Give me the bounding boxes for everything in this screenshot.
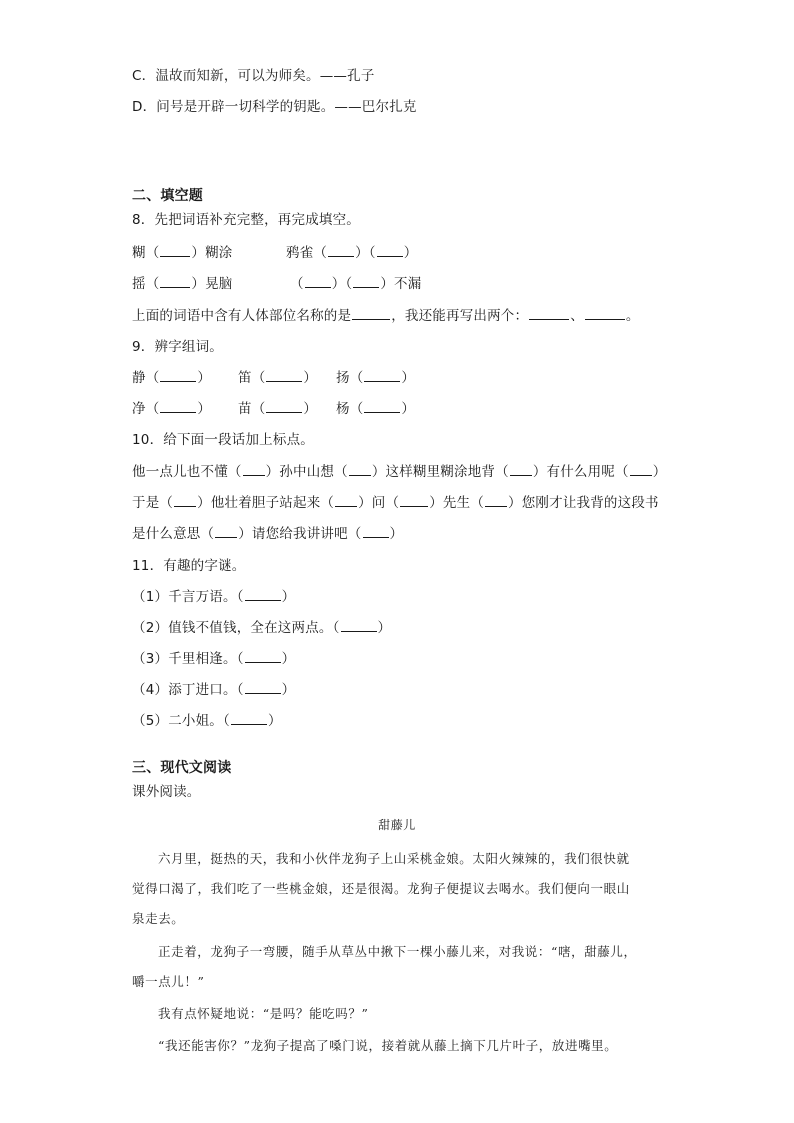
q8-word4-mid: ）（	[331, 276, 353, 292]
q9-char: 杨（	[336, 401, 364, 417]
q10-line-3	[132, 524, 403, 544]
q9-close: ）	[303, 370, 318, 386]
blank[interactable]	[363, 524, 389, 538]
blank[interactable]	[352, 306, 390, 320]
q9-close: ）	[303, 401, 318, 417]
q10-text: ）孙中山想（	[265, 464, 348, 480]
blank[interactable]	[160, 274, 190, 288]
passage-line: 泉走去。	[132, 911, 185, 926]
q10-text: ）请您给我讲讲吧（	[238, 526, 362, 542]
blank[interactable]	[328, 243, 354, 257]
blank[interactable]	[160, 243, 190, 257]
q10-line-2	[132, 493, 659, 513]
blank[interactable]	[585, 306, 625, 320]
passage-line: 六月里，挺热的天，我和小伙伴龙狗子上山采桃金娘。太阳火辣辣的，我们很快就	[158, 851, 630, 866]
q11-item-1	[132, 587, 295, 607]
blank[interactable]	[400, 493, 428, 507]
q8-followup-text-1: 上面的词语中含有人体部位名称的是	[132, 308, 352, 324]
q8-word4	[290, 274, 421, 294]
blank[interactable]	[364, 368, 400, 382]
q9-item	[336, 368, 415, 388]
blank[interactable]	[341, 618, 377, 632]
q8-word3	[132, 276, 233, 292]
q10-text: 他一点儿也不懂（	[132, 464, 242, 480]
q10-text: 于是（	[132, 495, 174, 511]
q11-close: ）	[281, 682, 296, 698]
q10-prompt: 10．给下面一段话加上标点。	[132, 432, 314, 448]
q8-followup-text-3: 、	[570, 308, 584, 324]
q8-followup	[132, 306, 640, 326]
q9-close: ）	[401, 370, 416, 386]
blank[interactable]	[231, 711, 267, 725]
blank[interactable]	[266, 399, 302, 413]
q11-item-4	[132, 680, 295, 700]
q10-text: ）	[652, 464, 667, 480]
blank[interactable]	[245, 587, 281, 601]
blank[interactable]	[349, 462, 371, 476]
passage-line: 正走着，龙狗子一弯腰，随手从草丛中揪下一棵小藤儿来，对我说：“嗐，甜藤儿，	[158, 944, 637, 959]
passage-line: 觉得口渴了，我们吃了一些桃金娘，还是很渴。龙狗子便提议去喝水。我们便向一眼山	[132, 881, 630, 896]
q8-word3-end: ）晃脑	[191, 276, 233, 292]
q11-item-2	[132, 618, 391, 638]
q10-text: ）	[389, 526, 404, 542]
q8-row1	[132, 243, 418, 263]
blank[interactable]	[160, 368, 196, 382]
q9-close: ）	[197, 370, 212, 386]
blank[interactable]	[245, 680, 281, 694]
q9-prompt: 9．辨字组词。	[132, 339, 223, 355]
passage-title: 甜藤儿	[378, 818, 416, 832]
q11-text: （3）千里相逢。（	[132, 651, 244, 667]
blank[interactable]	[174, 493, 196, 507]
q8-word4-end: ）不漏	[380, 276, 422, 292]
q9-char: 扬（	[336, 370, 364, 386]
blank[interactable]	[266, 368, 302, 382]
blank[interactable]	[305, 274, 331, 288]
q9-char: 净（	[132, 401, 160, 417]
q9-char: 苗（	[238, 401, 266, 417]
q11-close: ）	[281, 651, 296, 667]
blank[interactable]	[510, 462, 532, 476]
passage-line: 我有点怀疑地说：“是吗？能吃吗？”	[158, 1006, 369, 1021]
q9-item	[132, 370, 211, 386]
blank[interactable]	[335, 493, 357, 507]
blank[interactable]	[160, 399, 196, 413]
q11-text: （4）添丁进口。（	[132, 682, 244, 698]
q11-text: （5）二小姐。（	[132, 713, 230, 729]
q8-word2-start: 鸦雀（	[286, 245, 328, 261]
q9-item	[238, 399, 317, 419]
q10-text: ）问（	[358, 495, 400, 511]
q11-text: （2）值钱不值钱，全在这两点。（	[132, 620, 340, 636]
q9-item	[132, 401, 211, 417]
q8-word2-end: ）	[403, 245, 418, 261]
q8-word1-start: 糊（	[132, 245, 160, 261]
section-3-title: 三、现代文阅读	[132, 760, 232, 776]
blank[interactable]	[364, 399, 400, 413]
q11-close: ）	[377, 620, 392, 636]
q11-text: （1）千言万语。（	[132, 589, 244, 605]
q11-prompt: 11．有趣的字谜。	[132, 558, 246, 574]
q10-text: ）这样糊里糊涂地背（	[371, 464, 509, 480]
q9-item	[238, 368, 317, 388]
q8-word3-start: 摇（	[132, 276, 160, 292]
section-3-subtitle: 课外阅读。	[132, 784, 201, 800]
q8-word4-start: （	[290, 276, 304, 292]
blank[interactable]	[245, 649, 281, 663]
q8-word2-mid: ）（	[355, 245, 376, 261]
q8-followup-text-2: ，我还能再写出两个：	[391, 308, 529, 324]
q11-close: ）	[281, 589, 296, 605]
q8-row2	[132, 274, 422, 294]
q11-close: ）	[267, 713, 282, 729]
q8-word2	[286, 243, 417, 263]
q10-text: ）您刚才让我背的这段书	[508, 495, 659, 511]
q9-row1	[132, 368, 416, 388]
q9-close: ）	[401, 401, 416, 417]
blank[interactable]	[377, 243, 403, 257]
q9-row2	[132, 399, 416, 419]
q10-text: 是什么意思（	[132, 526, 215, 542]
q8-word1	[132, 245, 233, 261]
passage-line: “我还能害你？”龙狗子提高了嗓门说，接着就从藤上摘下几片叶子，放进嘴里。	[158, 1038, 618, 1053]
q11-item-3	[132, 649, 295, 669]
q10-text: ）先生（	[429, 495, 485, 511]
q10-text: ）有什么用呢（	[532, 464, 629, 480]
blank[interactable]	[243, 462, 265, 476]
choice-d: D．问号是开辟一切科学的钥匙。——巴尔扎克	[132, 99, 417, 115]
q9-close: ）	[197, 401, 212, 417]
q8-followup-text-4: 。	[625, 308, 640, 324]
blank[interactable]	[215, 524, 237, 538]
q9-char: 笛（	[238, 370, 266, 386]
q9-item	[336, 399, 415, 419]
blank[interactable]	[485, 493, 507, 507]
q9-char: 静（	[132, 370, 160, 386]
choice-c: C．温故而知新，可以为师矣。——孔子	[132, 68, 375, 84]
passage-line: 嚼一点儿！”	[132, 974, 205, 989]
q8-prompt: 8．先把词语补充完整，再完成填空。	[132, 212, 360, 228]
blank[interactable]	[353, 274, 379, 288]
q11-item-5	[132, 711, 282, 731]
blank[interactable]	[630, 462, 652, 476]
blank[interactable]	[529, 306, 569, 320]
section-2-title: 二、填空题	[132, 188, 203, 204]
q10-line-1	[132, 462, 666, 482]
q10-text: ）他壮着胆子站起来（	[197, 495, 335, 511]
q8-word1-end: ）糊涂	[191, 245, 233, 261]
